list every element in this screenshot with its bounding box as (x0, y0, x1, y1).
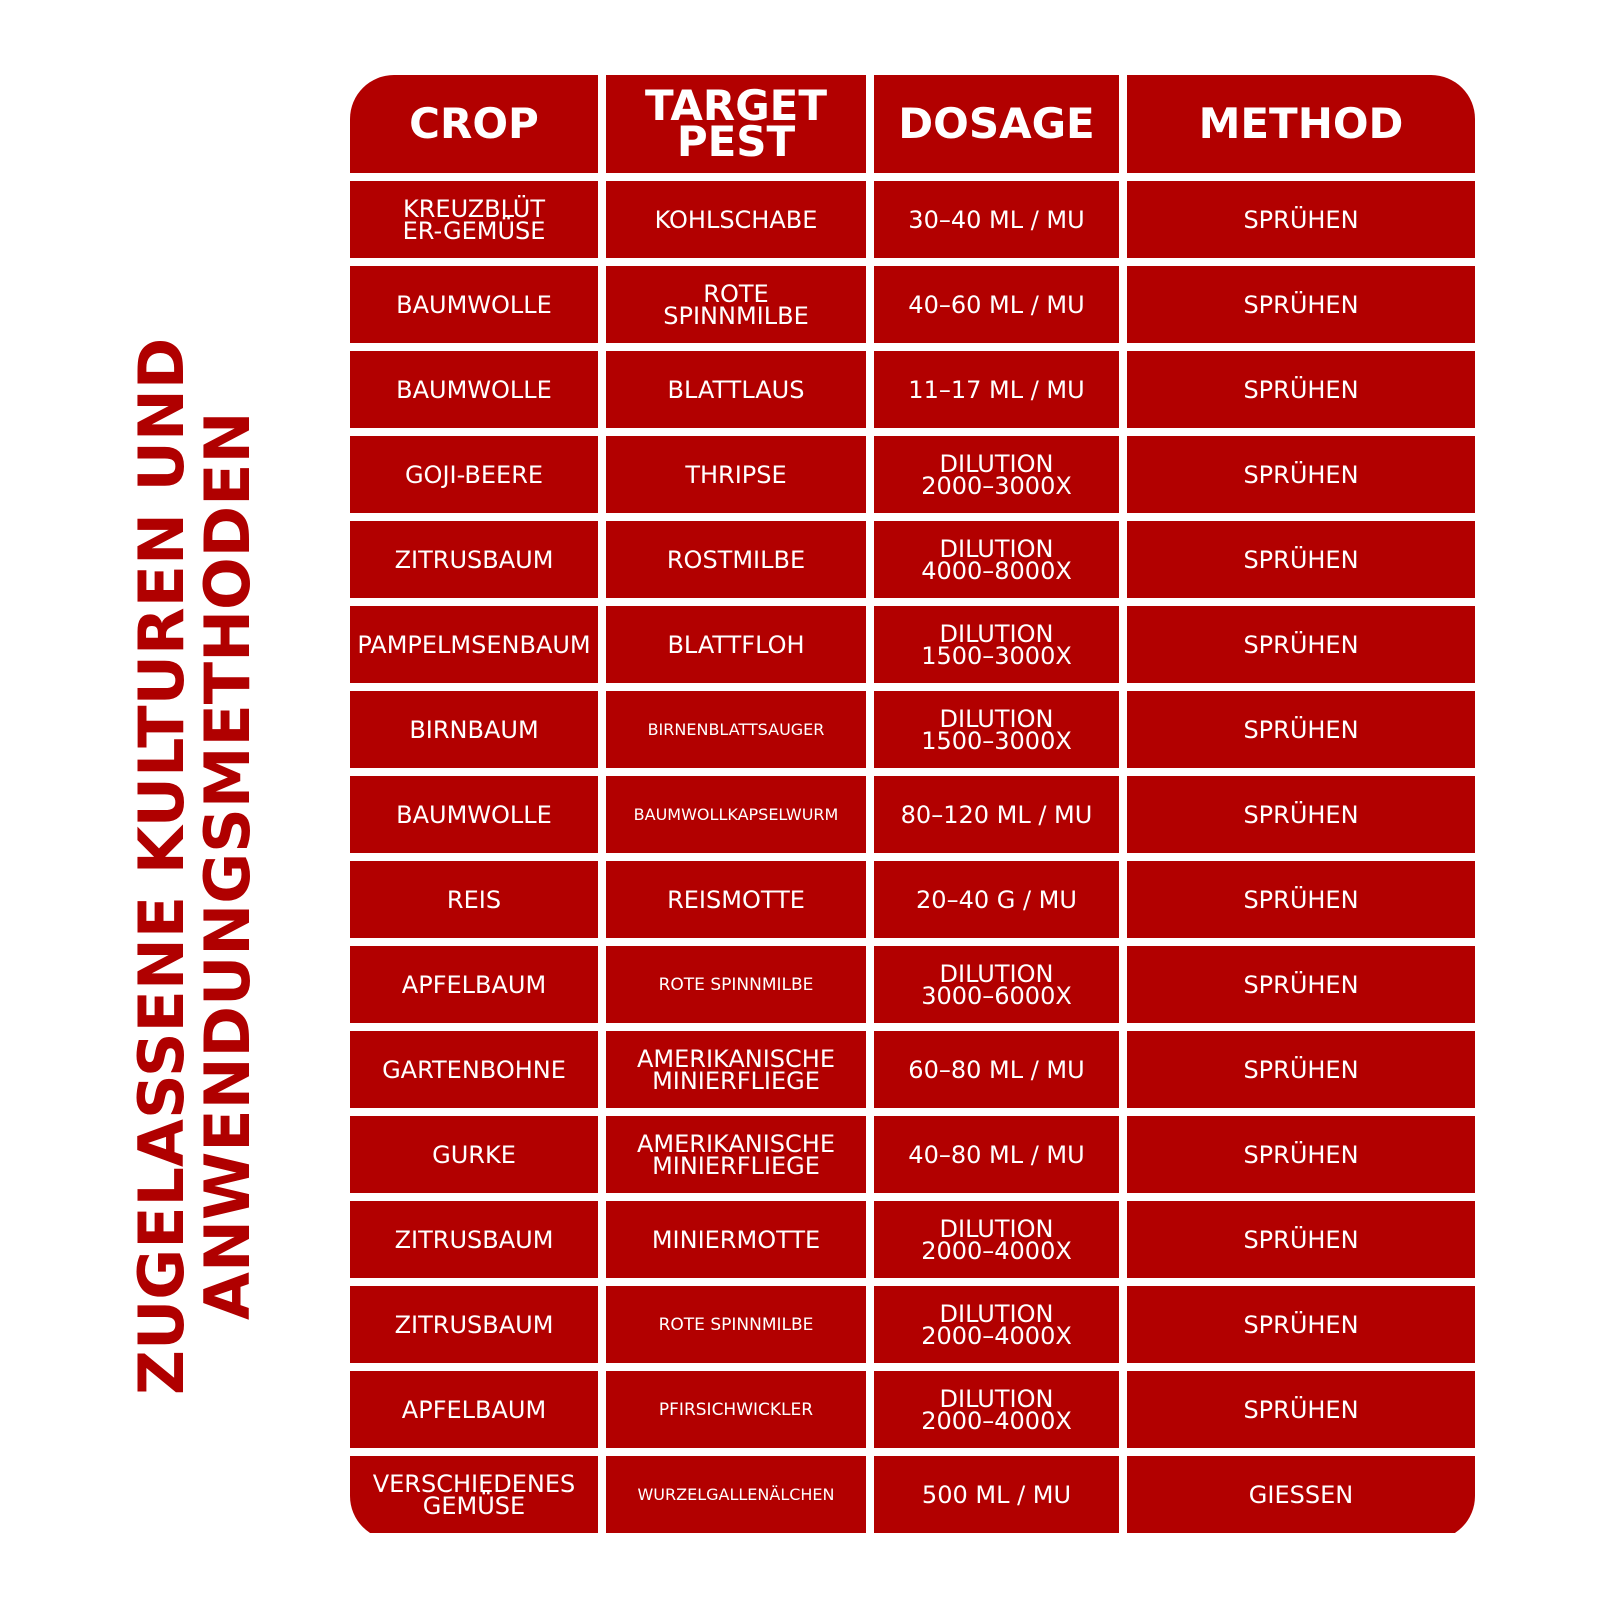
header-method: METHOD (1127, 75, 1475, 173)
cell-dosage: DILUTION 4000–8000X (874, 521, 1119, 598)
cell-dosage: DILUTION 1500–3000X (874, 691, 1119, 768)
cell-method: SPRÜHEN (1127, 1116, 1475, 1193)
cell-crop: APFELBAUM (350, 1371, 598, 1448)
cell-crop: VERSCHIEDENES GEMÜSE (350, 1456, 598, 1533)
cell-method: SPRÜHEN (1127, 436, 1475, 513)
cell-method: SPRÜHEN (1127, 691, 1475, 768)
cell-method: SPRÜHEN (1127, 606, 1475, 683)
header-target-pest: TARGET PEST (606, 75, 866, 173)
header-crop: CROP (350, 75, 598, 173)
cell-crop: GURKE (350, 1116, 598, 1193)
cell-method: SPRÜHEN (1127, 861, 1475, 938)
cell-dosage: 500 ML / MU (874, 1456, 1119, 1533)
cell-crop: BAUMWOLLE (350, 266, 598, 343)
cell-dosage: 80–120 ML / MU (874, 776, 1119, 853)
application-table (350, 75, 1475, 1540)
cell-dosage: 60–80 ML / MU (874, 1031, 1119, 1108)
cell-target-pest: AMERIKANISCHE MINIERFLIEGE (606, 1116, 866, 1193)
cell-target-pest: KOHLSCHABE (606, 181, 866, 258)
cell-method: SPRÜHEN (1127, 1201, 1475, 1278)
cell-method: SPRÜHEN (1127, 776, 1475, 853)
cell-dosage: 20–40 G / MU (874, 861, 1119, 938)
page-title-line-2: ANWENDUNGSMETHODEN (191, 411, 264, 1320)
cell-method: SPRÜHEN (1127, 521, 1475, 598)
cell-target-pest: WURZELGALLENÄLCHEN (606, 1456, 866, 1533)
page-title (120, 195, 270, 1395)
cell-crop: APFELBAUM (350, 946, 598, 1023)
cell-crop: BAUMWOLLE (350, 776, 598, 853)
cell-target-pest: BAUMWOLLKAPSELWURM (606, 776, 866, 853)
cell-method: SPRÜHEN (1127, 1031, 1475, 1108)
cell-target-pest: ROTE SPINNMILBE (606, 266, 866, 343)
cell-dosage: DILUTION 1500–3000X (874, 606, 1119, 683)
cell-crop: GARTENBOHNE (350, 1031, 598, 1108)
cell-crop: KREUZBLÜT ER-GEMÜSE (350, 181, 598, 258)
cell-method: GIESSEN (1127, 1456, 1475, 1533)
cell-method: SPRÜHEN (1127, 1371, 1475, 1448)
cell-dosage: DILUTION 3000–6000X (874, 946, 1119, 1023)
cell-method: SPRÜHEN (1127, 946, 1475, 1023)
cell-crop: BAUMWOLLE (350, 351, 598, 428)
cell-target-pest: ROSTMILBE (606, 521, 866, 598)
cell-target-pest: ROTE SPINNMILBE (606, 1286, 866, 1363)
cell-dosage: 40–60 ML / MU (874, 266, 1119, 343)
cell-dosage: DILUTION 2000–3000X (874, 436, 1119, 513)
cell-dosage: DILUTION 2000–4000X (874, 1201, 1119, 1278)
cell-method: SPRÜHEN (1127, 181, 1475, 258)
page-title-line-1: ZUGELASSENE KULTUREN UND (125, 337, 198, 1395)
cell-dosage: DILUTION 2000–4000X (874, 1371, 1119, 1448)
cell-target-pest: ROTE SPINNMILBE (606, 946, 866, 1023)
cell-dosage: DILUTION 2000–4000X (874, 1286, 1119, 1363)
cell-dosage: 30–40 ML / MU (874, 181, 1119, 258)
cell-dosage: 11–17 ML / MU (874, 351, 1119, 428)
cell-crop: ZITRUSBAUM (350, 1201, 598, 1278)
cell-method: SPRÜHEN (1127, 266, 1475, 343)
cell-target-pest: BLATTLAUS (606, 351, 866, 428)
cell-dosage: 40–80 ML / MU (874, 1116, 1119, 1193)
cell-crop: PAMPELMSENBAUM (350, 606, 598, 683)
cell-target-pest: MINIERMOTTE (606, 1201, 866, 1278)
cell-crop: GOJI-BEERE (350, 436, 598, 513)
cell-target-pest: AMERIKANISCHE MINIERFLIEGE (606, 1031, 866, 1108)
cell-target-pest: THRIPSE (606, 436, 866, 513)
cell-target-pest: BIRNENBLATTSAUGER (606, 691, 866, 768)
cell-method: SPRÜHEN (1127, 1286, 1475, 1363)
cell-crop: ZITRUSBAUM (350, 521, 598, 598)
cell-crop: REIS (350, 861, 598, 938)
cell-method: SPRÜHEN (1127, 351, 1475, 428)
cell-target-pest: REISMOTTE (606, 861, 866, 938)
cell-crop: ZITRUSBAUM (350, 1286, 598, 1363)
cell-target-pest: PFIRSICHWICKLER (606, 1371, 866, 1448)
cell-target-pest: BLATTFLOH (606, 606, 866, 683)
cell-crop: BIRNBAUM (350, 691, 598, 768)
header-dosage: DOSAGE (874, 75, 1119, 173)
